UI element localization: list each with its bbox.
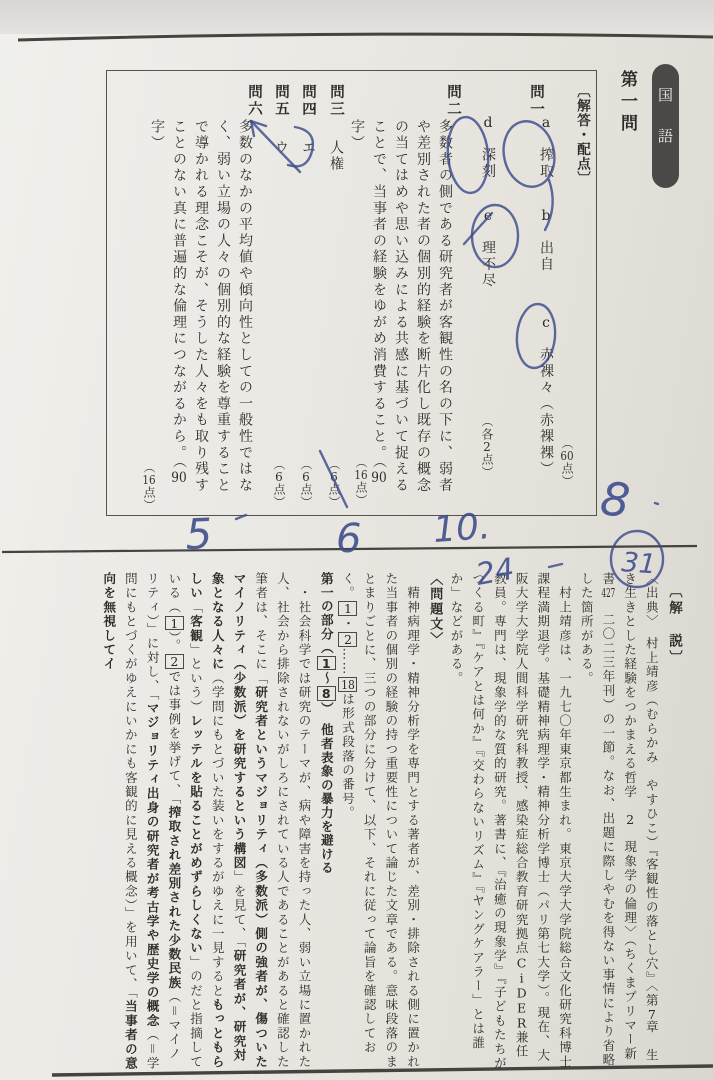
q5-column: [271, 84, 292, 156]
section-divider-line: [2, 546, 697, 552]
q1-answers-abc: [536, 115, 556, 478]
passage-label: 〈問題文〉: [427, 572, 443, 647]
q3-column: [326, 84, 347, 173]
section-title: 第一問: [617, 70, 637, 136]
part1-body-paragraph: ・社会科学では研究のテーマが、病や障害を持った人、弱い立場に置かれた人、社会から排除されないがしろにされている人であることがあると確認した筆者は、そこに「研究者というマジョリティ（多数派）側の強者が、傷ついたマイノリティ（少数派）を研究するという構図」を見て、「研究者が、研究対象となる人々に（学問にもとづいた装いをするがゆえに一見するともっともらしい「客観」という）レッテルを貼ることがめずらしくない」のだと指摘している（1）。2では事例を挙げて、「搾取され差別された少数民族（＝マイノリティ）」に対し、「マジョリティ出身の研究者が考古学や歴史学の概念（＝学問にもとづくがゆえにいかにも客観的に見える概念）」を用いて、「当事者の意向を無視してイ: [101, 572, 313, 1071]
q4-points: （6点）: [299, 458, 313, 509]
q2-label: 問二: [445, 84, 462, 118]
q3-answer: 人権: [328, 140, 344, 173]
q6-label: 問六: [246, 84, 263, 118]
q1-answer-d: d 深刻: [480, 115, 496, 180]
q1-answers-de: [478, 115, 498, 289]
q5-answer: ウ: [273, 140, 289, 157]
author-bio-paragraph: 村上靖彦は、一九七〇年東京都生まれ。東京大学大学院総合文化研究科博士課程満期退学。基礎精神病理学・精神分析学博士（パリ第七大学）。現在、大阪大学大学院人間科学研究科教授、感染症総合教育研究拠点CiDER兼任教員。専門は、現象学的な質的研究。著書に、『治癒の現象学』『子どもたちがつくる町』『ケアとは何か』『交わらないリズム』『ヤングケアラー」とは誰か」などがある。: [448, 572, 573, 1071]
score-5: 5: [184, 509, 214, 559]
q4-answer: エ: [300, 140, 316, 157]
q1-label: 問一: [528, 84, 545, 118]
score-24-dash: [549, 564, 562, 567]
q2-answer: 多数者の側である研究者が客観性の名の下に、弱者や差別された者の個別的経験を断片化し既存の概念の当てはめや思い込みによる共感に基づいて捉えることで、当事者の経験をゆがめ消費すること。（90字）: [349, 119, 453, 494]
q6-answer: 多数のなかの平均値や傾向性としての一般性ではなく、弱い立場の人々の個別的な経験を尊重することで導かれる理念こそが、そうした人々をも取り残すことのない真に普遍的な倫理につながるから。（90字）: [149, 119, 253, 494]
subject-badge-label: 国語: [656, 87, 674, 169]
answer-box: [106, 70, 597, 516]
answer-box-header: 〔解答・配点〕: [574, 84, 590, 186]
passage-overview-paragraph: 精神病理学・精神分析学を専門とする著者が、差別・排除される側に置かれた当事者の個別の経験の持つ重要性について論じた文章である。意味段落のまとまりごとに、三つの部分に分けて、以下、それに従って論旨を確認しておく。1・2……18は形式段落の番号。: [340, 572, 421, 1069]
part1-heading: 第一の部分（1～8） 他者表象の暴力を避ける: [318, 572, 334, 875]
total-points: （60点）: [560, 437, 574, 488]
subject-badge: [652, 64, 679, 188]
q3-label: 問三: [328, 84, 345, 118]
q4-column: [298, 84, 319, 156]
score-10: 10.: [431, 506, 492, 551]
photo-background-strip: [0, 0, 714, 34]
q2-points: （16点）: [354, 456, 368, 507]
q6-points: （16点）: [142, 461, 156, 512]
q1-points: （各2点）: [480, 415, 494, 479]
commentary-section: [36, 572, 684, 1072]
q1-answer-b: b 出自: [538, 207, 554, 273]
q5-label: 問五: [273, 84, 290, 118]
page-top-edge: [18, 34, 713, 40]
score-8-dot: [655, 503, 658, 504]
source-paragraph: 〈出典〉 村上靖彦（むらかみ やすひこ）『客観性の落とし穴』〈第7章 生き生きとした経験をつかまえる哲学 2 現象学の倫理〉（ちくまプリマー新書427 二〇二三年刊）の一節。なお、出題に際しやむを得ない事情により省略した箇所がある。: [579, 572, 660, 1068]
q5-points: （6点）: [272, 458, 286, 509]
q4-label: 問四: [300, 84, 317, 118]
score-6: 6: [336, 516, 362, 562]
q3-points: （6点）: [327, 458, 341, 509]
score-8: 8: [597, 471, 633, 529]
total-31: 31: [620, 547, 657, 581]
q1-answer-e: e 理不尽: [480, 207, 496, 290]
score-24: 24: [473, 551, 517, 593]
q1-answer-c: c 赤裸々（赤裸裸）: [538, 314, 554, 478]
commentary-title: 〔解 説〕: [666, 584, 682, 667]
q1-answer-a: a 搾取: [538, 115, 554, 180]
